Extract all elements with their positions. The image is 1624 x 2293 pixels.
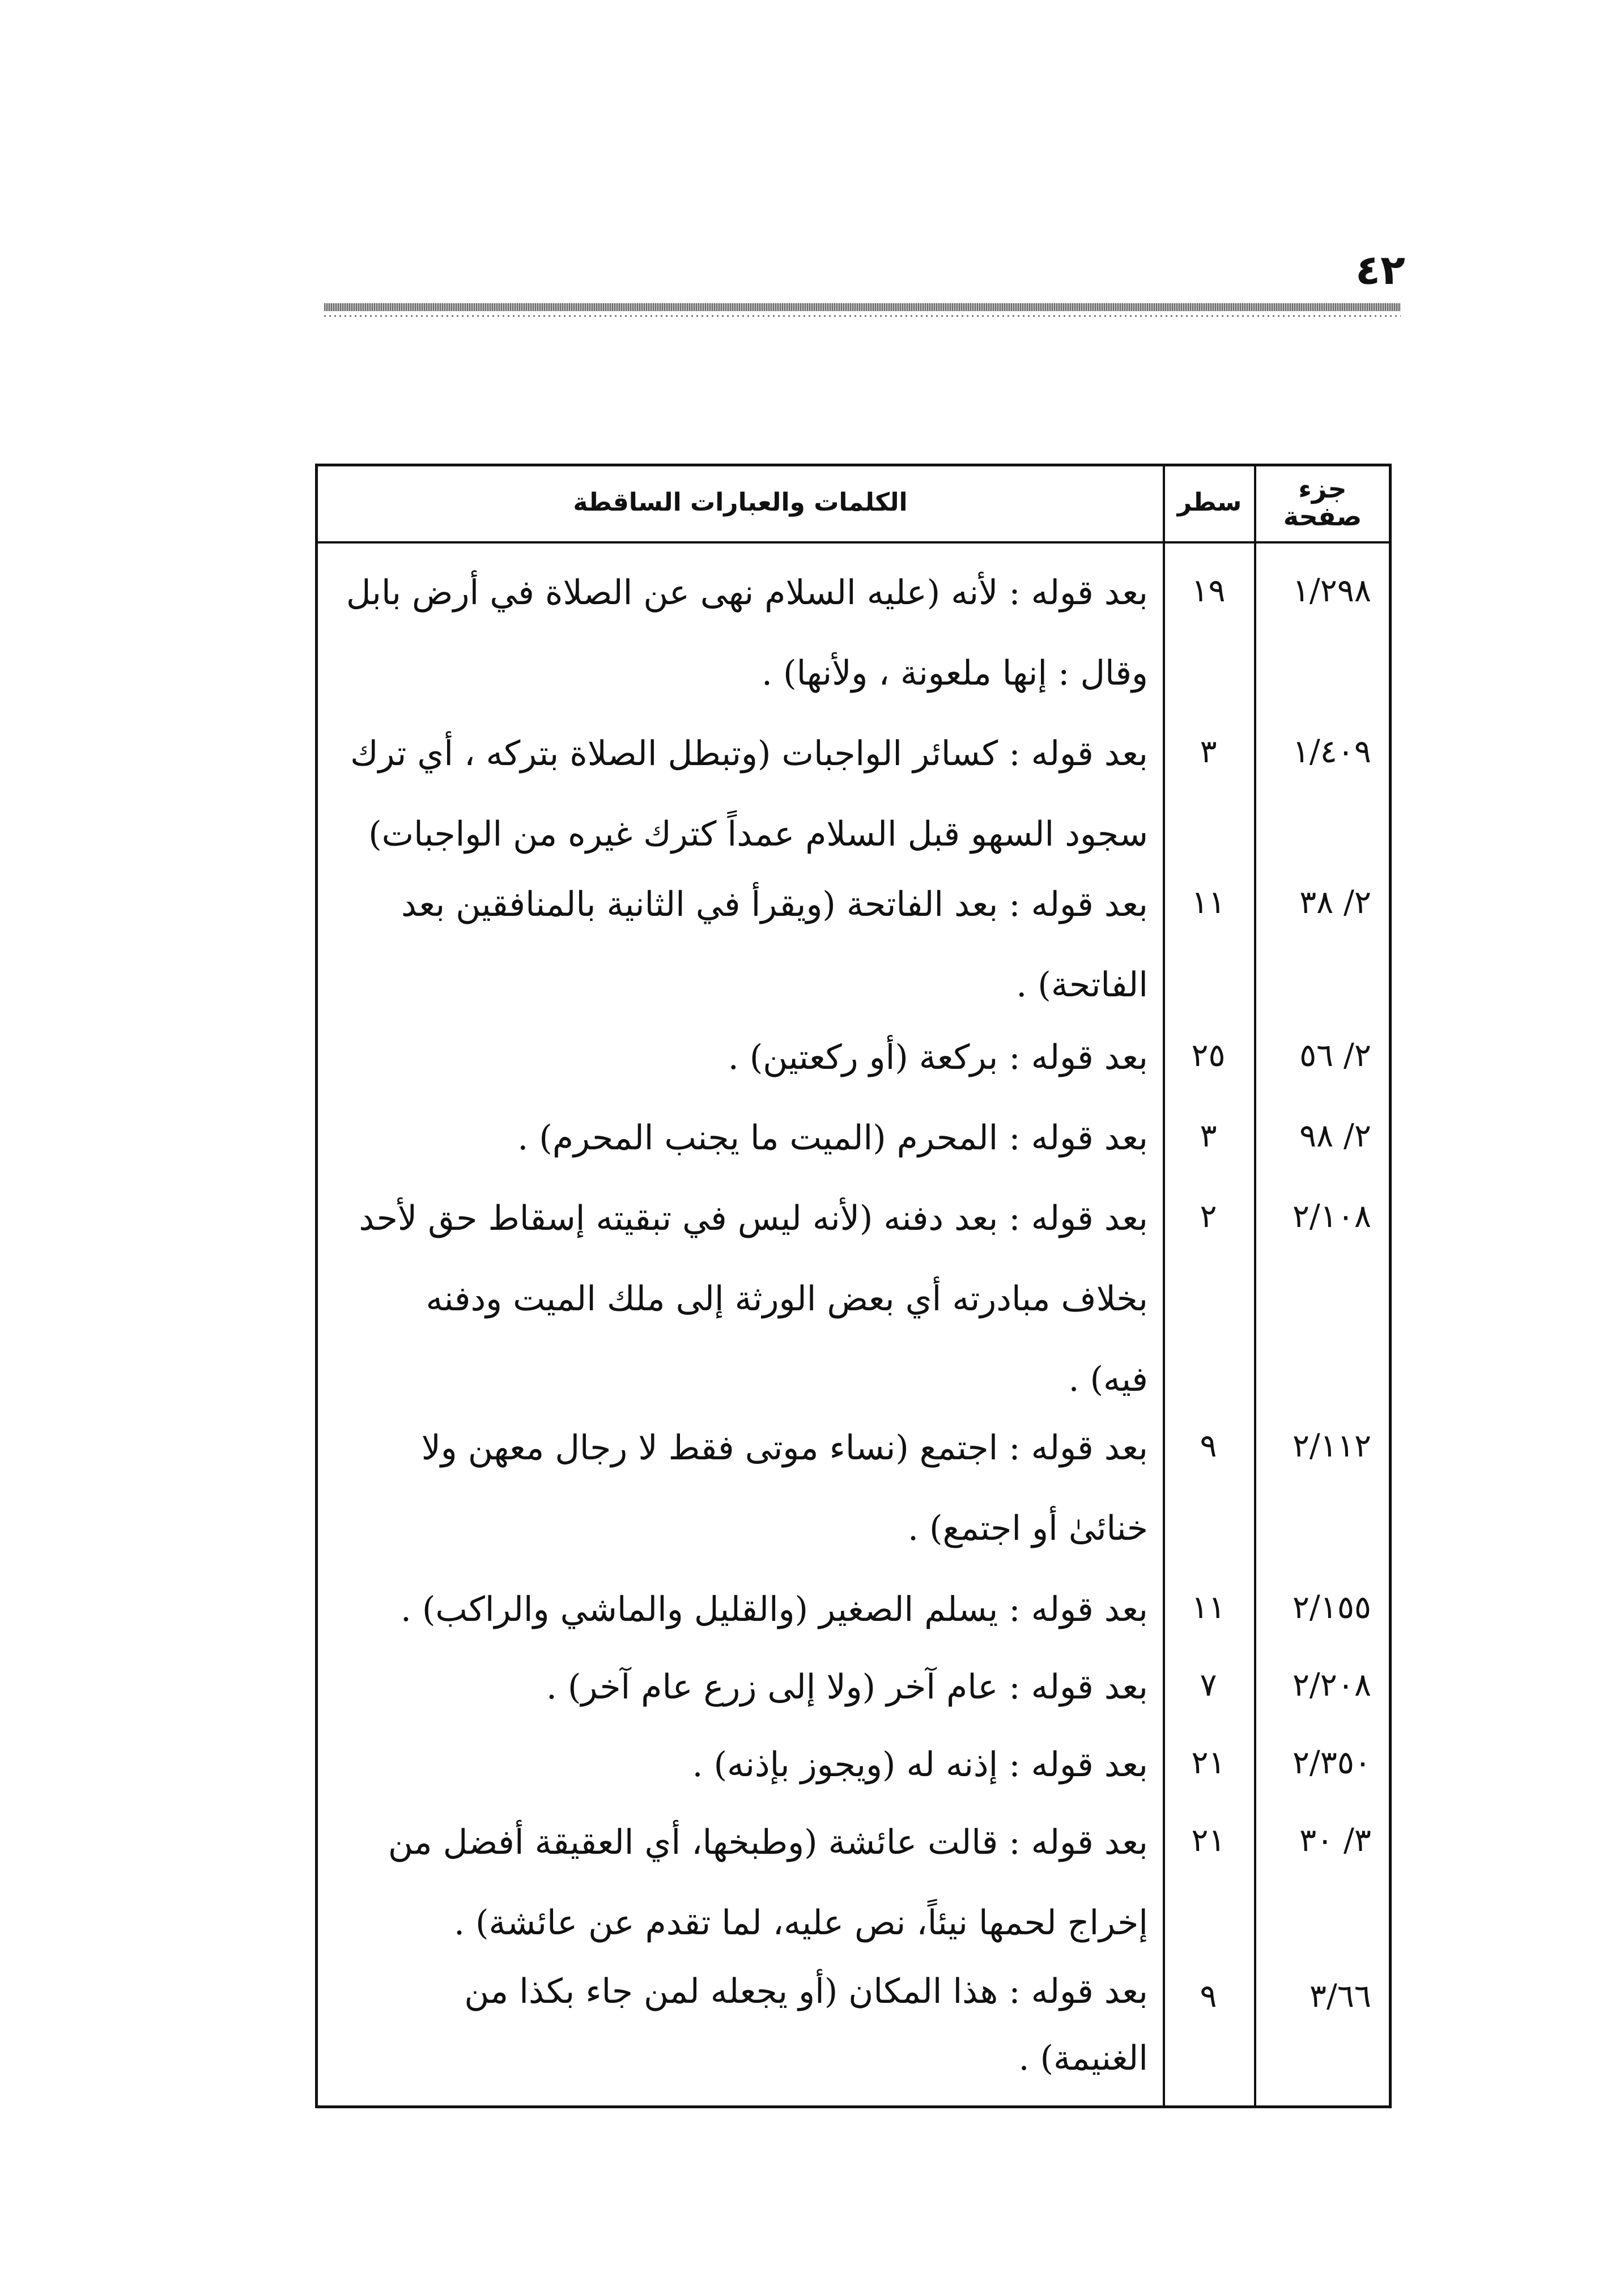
row-line: ٣ xyxy=(1200,733,1217,770)
row-text xyxy=(332,1958,1148,2092)
row-line: ٢١ xyxy=(1191,1744,1226,1781)
header-ref-part: جزء xyxy=(1298,473,1347,504)
row-text xyxy=(332,714,1148,874)
row-text-line: بعد قوله : بعد دفنه (لأنه ليس في تبقيته إسقاط حق لأحد xyxy=(359,1199,1148,1238)
row-line: ٢٥ xyxy=(1191,1037,1226,1074)
row-text xyxy=(332,553,1148,714)
row-ref: ١/٢٩٨ xyxy=(1292,572,1371,609)
row-text xyxy=(332,1647,1148,1727)
header-ref-page: صفحة xyxy=(1283,500,1362,532)
row-line: ١١ xyxy=(1191,1589,1226,1626)
row-text xyxy=(332,1569,1148,1650)
row-text xyxy=(332,1178,1148,1420)
row-ref: ٢/٣٥٠ xyxy=(1292,1744,1371,1781)
row-text-line: بعد قوله : كسائر الواجبات (وتبطل الصلاة بتركه ، أي ترك xyxy=(350,734,1148,774)
header-rule-dotted xyxy=(324,315,1401,317)
column-divider-ref xyxy=(1254,464,1256,2108)
page-number: ٤٢ xyxy=(1355,246,1405,294)
row-text-line: بعد قوله : لأنه (عليه السلام نهى عن الصلاة في أرض بابل xyxy=(346,573,1148,613)
column-divider-line xyxy=(1163,464,1165,2108)
row-text-line: بعد قوله : يسلم الصغير (والقليل والماشي والراكب) . xyxy=(400,1590,1148,1629)
row-line: ٩ xyxy=(1200,1428,1217,1464)
row-ref: ٢/ ٩٨ xyxy=(1299,1118,1371,1154)
row-text-line: بعد قوله : عام آخر (ولا إلى زرع عام آخر) . xyxy=(546,1667,1148,1707)
row-text-line: الغنيمة) . xyxy=(1018,2039,1148,2078)
row-text-line: الفاتحة) . xyxy=(1016,965,1148,1005)
row-text xyxy=(332,1017,1148,1098)
row-ref: ٢/١١٢ xyxy=(1292,1428,1371,1464)
row-ref: ٢/٢٠٨ xyxy=(1292,1667,1371,1704)
row-text-line: إخراج لحمها نيئاً، نص عليه، لما تقدم عن عائشة) . xyxy=(454,1903,1148,1943)
row-ref: ٢/ ٣٨ xyxy=(1299,884,1371,921)
row-text-line: بعد قوله : بعد الفاتحة (ويقرأ في الثانية بالمنافقين بعد xyxy=(401,885,1148,924)
row-ref: ٣/ ٣٠ xyxy=(1299,1822,1371,1859)
row-text-line: خنائیٰ أو اجتمع) . xyxy=(907,1509,1148,1548)
table-header-divider xyxy=(315,541,1392,543)
row-ref: ٢/١٠٨ xyxy=(1292,1198,1371,1235)
row-text-line: سجود السهو قبل السلام عمداً كترك غيره من الواجبات) xyxy=(368,814,1148,854)
row-text-line: بعد قوله : قالت عائشة (وطبخها، أي العقيقة أفضل من xyxy=(388,1823,1148,1862)
row-text xyxy=(332,1802,1148,1963)
row-line: ٣ xyxy=(1200,1118,1217,1154)
row-ref: ٢/١٥٥ xyxy=(1292,1589,1371,1626)
row-text xyxy=(332,1098,1148,1178)
header-rule xyxy=(324,303,1401,311)
row-line: ٢١ xyxy=(1191,1822,1226,1859)
header-line: سطر xyxy=(1177,488,1242,517)
row-line: ١١ xyxy=(1191,884,1226,921)
row-text xyxy=(332,864,1148,1025)
row-text-line: وقال : إنها ملعونة ، ولأنها) . xyxy=(762,653,1148,693)
row-line: ٢ xyxy=(1200,1198,1217,1235)
row-line: ٩ xyxy=(1200,1978,1217,2015)
row-text xyxy=(332,1408,1148,1569)
row-ref: ٣/٦٦ xyxy=(1309,1978,1371,2015)
header-text: الكلمات والعبارات الساقطة xyxy=(573,488,908,517)
row-text-line: بخلاف مبادرته أي بعض الورثة إلى ملك الميت ودفنه xyxy=(426,1279,1148,1319)
row-line: ١٩ xyxy=(1191,572,1226,609)
header-ref xyxy=(1256,464,1389,541)
row-text-line: بعد قوله : إذنه له (ويجوز بإذنه) . xyxy=(692,1745,1148,1785)
row-text-line: بعد قوله : بركعة (أو ركعتين) . xyxy=(728,1038,1148,1077)
row-text-line: فيه) . xyxy=(1068,1360,1148,1399)
row-text-line: بعد قوله : هذا المكان (أو يجعله لمن جاء بكذا من xyxy=(464,1972,1148,2011)
row-ref: ٢/ ٥٦ xyxy=(1299,1037,1371,1074)
row-text-line: بعد قوله : المحرم (الميت ما يجنب المحرم) . xyxy=(517,1118,1148,1158)
row-ref: ١/٤٠٩ xyxy=(1292,733,1371,770)
row-text-line: بعد قوله : اجتمع (نساء موتى فقط لا رجال معهن ولا xyxy=(421,1428,1148,1468)
row-line: ٧ xyxy=(1200,1667,1217,1704)
row-text xyxy=(332,1725,1148,1805)
